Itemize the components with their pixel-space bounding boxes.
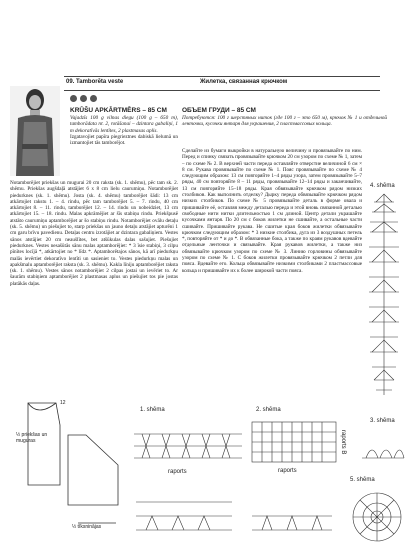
header-rule-bottom (64, 90, 380, 91)
rating-dot (90, 95, 97, 102)
scheme-5-chart (348, 488, 406, 546)
rating-dot (70, 95, 77, 102)
model-photo (10, 86, 60, 176)
scheme-2-raports-b: raports B (340, 430, 346, 455)
scheme-2-raports: raports (278, 468, 297, 474)
scheme-5-label: 5. shēma (350, 477, 375, 483)
title-russian: Жилетка, связанная крючком (200, 79, 288, 85)
scheme-3-chart (360, 428, 406, 468)
header-rule-top (64, 76, 380, 77)
instructions-lv (10, 180, 178, 287)
scheme-2-label: 2. shēma (256, 407, 281, 413)
scheme-1-label: 1. shēma (140, 407, 165, 413)
materials-ru-text: Потребуются: 100 г шерстяных ниток (где 100 г – это 650 м), крючок № 1 и отдельной ленточки, кусочки янтаря для украшения, 2 пластмассовых кольца. (182, 115, 387, 128)
size-heading-ru: ОБЪЕМ ГРУДИ – 85 СМ (182, 107, 256, 114)
instructions-lv-text: Notamborējiet priekšas un mugurai 20 cm raksta (sk. 1. shēmu), pēc tam sk. 2. shēmu. Priekšas augšdaļā atstājiet 6 x 8 cm lielu caurumiņu. Notamborējiet piedurknes (sk. 1. shēmu). Josta (sk. 4. shēmu) tamborējiet šādi: 13 cm atkārtojiet rakstu 1. – 4. rindu, pēc tam tamborējiet 5. – 7. rindu, 40 cm atkārtojiet 8. – 11. rindu, tamborējiet 12. – 14. rindu un nobeidziet, 13 cm atkārtojiet 15. – 18. rindu. Malas apkrāmējiet ar šīs stabiņu rindu. Priekšpusē atstāto caurumiņu aptamborējiet ar šo stabiņu rindu. Notamborējiet ovālu detaļu (sk. 5. shēmu) un piešujiet to, starp priekšas un jauno detaļu atstājiet apturēni 1 cm garu brīvu pavedienu. Detaļas centru izrotājiet ar dzintara gabaliņiem. Vestes sānos atstājiet 20 cm neaušlītes, bet atšūkulas dalas sašujiet. Piešujiet piedurknes. Vestes nesašūtās sānu malas aptamborējiet: * 3 īsie stabiņi, 3 cilpu pīnītes locījā *, atkārtojiet no * līdz *. Aptamborētajos sānos, kā arī piedurkņu malās ievērtiet dekoratīvo lentīti un sasieniet to. Vestes piedurkņu malas un apakšmalu aptamborējiet raksta (sk. 3. shēmu). Kakla līniju aptamborējiet raksta (sk. 1. shēmu). Vestes sānos notamborējiet 2 cilpas jostai un ievēriet to. Ar šaurām stabiņiem aptamborējiet 2 plastmasas aplus un piešujiet tos pie jostas platākās daļas. (10, 180, 178, 287)
size-heading-lv: KRŪŠU APKĀRTMĒRS – 85 CM (70, 107, 167, 114)
materials-lv-text: Vajadzīs 100 g vilnas diegu (100 g – 650 m), tamborādata nr. 2, rotāšanai – dzintara gabaliņi, 1 m dekoratīvās lentītes, 2 plastmasas aplis. (70, 115, 178, 134)
stitch-chart-bottom (132, 480, 337, 542)
scheme-1-raports: raports (168, 469, 187, 475)
title-latvian: 09. Tamborēta veste (66, 79, 124, 85)
instructions-ru-text: Сделайте из бумаги выкройки в натуральную величину и провязывайте по ним. Перед и спинку связать провязывайте крючком 20 см узором по схеме № 1, затем – по схеме № 2. В верхней части переда оставляйте отверстие величиной 6 см × 8 см. Рукава провязывайте по схеме № 1. Пояс провязывайте по схеме № 4 следующим образом: 13 см повторяйте 1–4 ряды узора, затем провязывайте 5–7 ряды, 40 см повторяйте 8 – 11 ряды, провязывайте 12–14 ряды и заканчивайте, 13 см повторяйте 15–18 ряды. Края обвязывайте крючком рядом низких столбиков. Как выполнить отделку? Дырку переда обвязывайте крючком рядом низких столбиков. По схеме № 5 провязывайте деталь в форме овала и пришивайте её, оставляя между деталью переда и этой вновь связанной деталью свободные нити нитки длительностью 1 см длиной. Центр детали украшайте кусочками янтаря. По 20 см с боков жилетки не сшивайте, а остальные части сшивайте. Пришивайте рукава. Не сшитые края боков жилетки обвязывайте крючком следующим образом: * 3 низкие столбика, дуга из 3 воздушных петель *, повторяйте от * и до *. В обвязанные бока, а также по краям рукавов вдевайте отдельные ленточки и связывайте. Края рукавов жилетки, а также низ обвязывайте крючком узором по схеме № 3. Линию горловины обвязывайте узором по схеме № 1. С боков жилетки провязывайте крючком 2 петли для пояса. Вдевайте его. Кольца обвязывайте низкими столбиками 2 пластмассовые кольца и пришивайте их к более широкой части пояса. (182, 148, 362, 274)
pattern-neck-label: 12 (60, 400, 66, 406)
scheme-1-chart (132, 418, 244, 468)
difficulty-rating (70, 95, 97, 102)
pattern-pieces (8, 395, 128, 535)
materials-ru (182, 115, 387, 128)
scheme-4-chart (364, 192, 404, 397)
intro-lv-text: Izgatavojiet papīra piegrieztnes dabiskā lielumā un izmantojiet tās tamborējot. (70, 133, 178, 147)
scheme-2-chart (250, 418, 342, 468)
materials-lv (70, 115, 178, 146)
instructions-ru (182, 148, 362, 274)
rating-dot (80, 95, 87, 102)
scheme-4-label: 4. shēma (370, 183, 395, 189)
scheme-3-label: 3. shēma (370, 418, 395, 424)
pattern-sleeve-label: ½ tīksninājas (72, 524, 102, 530)
pattern-front-back-label: ½ priekšas un muguras (16, 432, 48, 444)
